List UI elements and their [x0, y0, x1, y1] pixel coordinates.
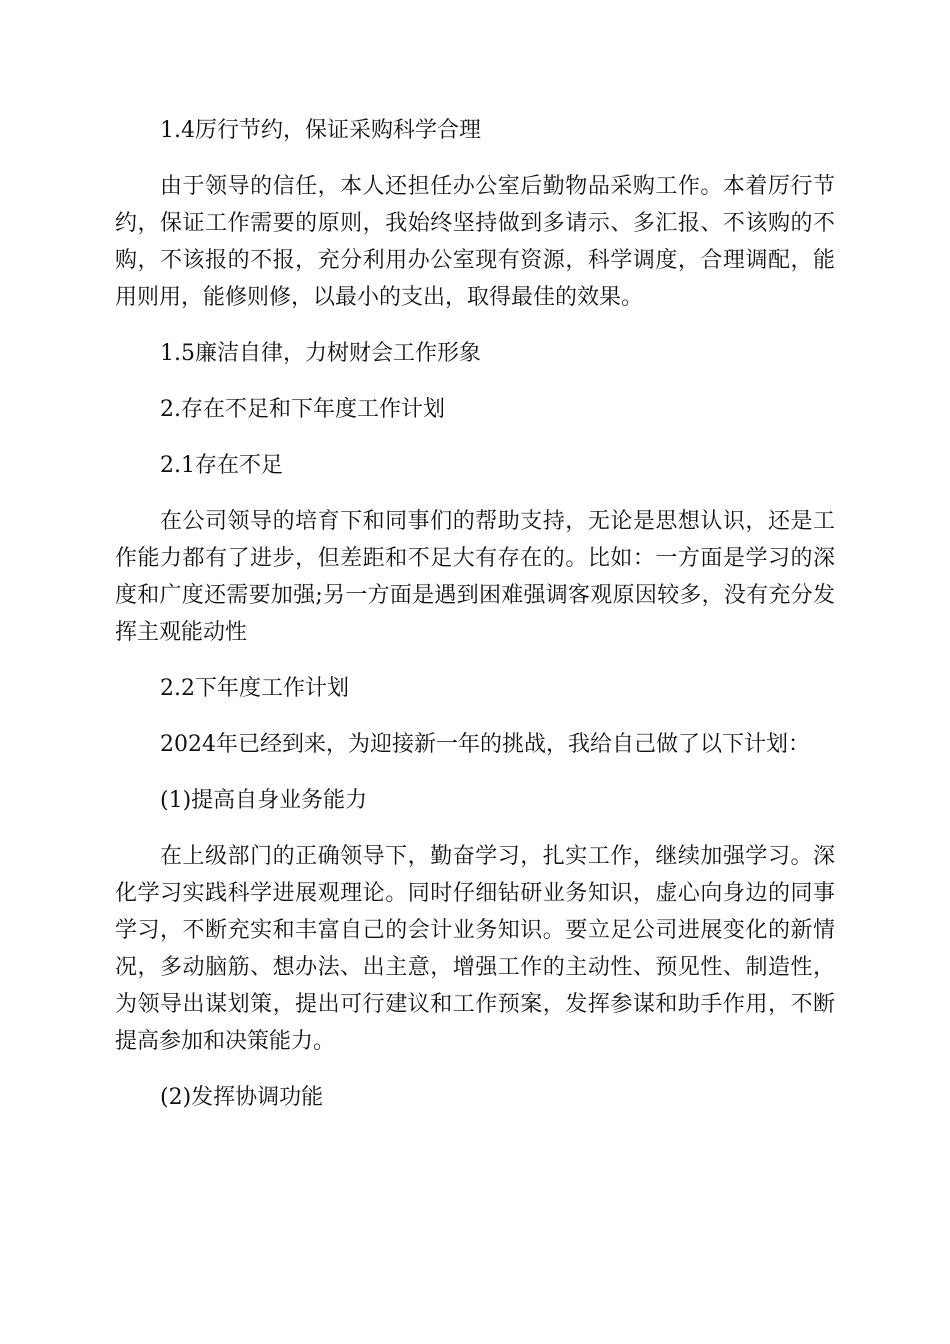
section-heading-2-2: 2.2下年度工作计划: [160, 676, 349, 701]
section-heading-2: 2.存在不足和下年度工作计划: [160, 397, 445, 422]
section-heading-1-5: 1.5廉洁自律，力树财会工作形象: [160, 341, 481, 366]
document-body: [115, 112, 835, 1135]
section-heading-1-4: 1.4厉行节约，保证采购科学合理: [160, 118, 481, 143]
paragraph-shortcomings: 在公司领导的培育下和同事们的帮助支持，无论是思想认识，还是工作能力都有了进步，但差距和不足大有存在的。比如：一方面是学习的深度和广度还需要加强;另一方面是遇到困难强调客观原因较多，没有充分发挥主观能动性: [115, 509, 835, 645]
paragraph-procurement: 由于领导的信任，本人还担任办公室后勤物品采购工作。本着厉行节约，保证工作需要的原则，我始终坚持做到多请示、多汇报、不该购的不购，不该报的不报，充分利用办公室现有资源，科学调度，合理调配，能用则用，能修则修，以最小的支出，取得最佳的效果。: [115, 174, 835, 310]
plan-item-heading-2: (2)发挥协调功能: [160, 1085, 324, 1110]
plan-item-heading-1: (1)提高自身业务能力: [160, 788, 368, 813]
section-heading-2-1: 2.1存在不足: [160, 453, 283, 478]
paragraph-plan-intro: 2024年已经到来，为迎接新一年的挑战，我给自己做了以下计划：: [160, 732, 810, 757]
paragraph-improve-ability: 在上级部门的正确领导下，勤奋学习，扎实工作，继续加强学习。深化学习实践科学进展观理论。同时仔细钻研业务知识，虚心向身边的同事学习，不断充实和丰富自己的会计业务知识。要立足公司进展变化的新情况，多动脑筋、想办法、出主意，增强工作的主动性、预见性、制造性，为领导出谋划策，提出可行建议和工作预案，发挥参谋和助手作用，不断提高参加和决策能力。: [115, 844, 835, 1054]
